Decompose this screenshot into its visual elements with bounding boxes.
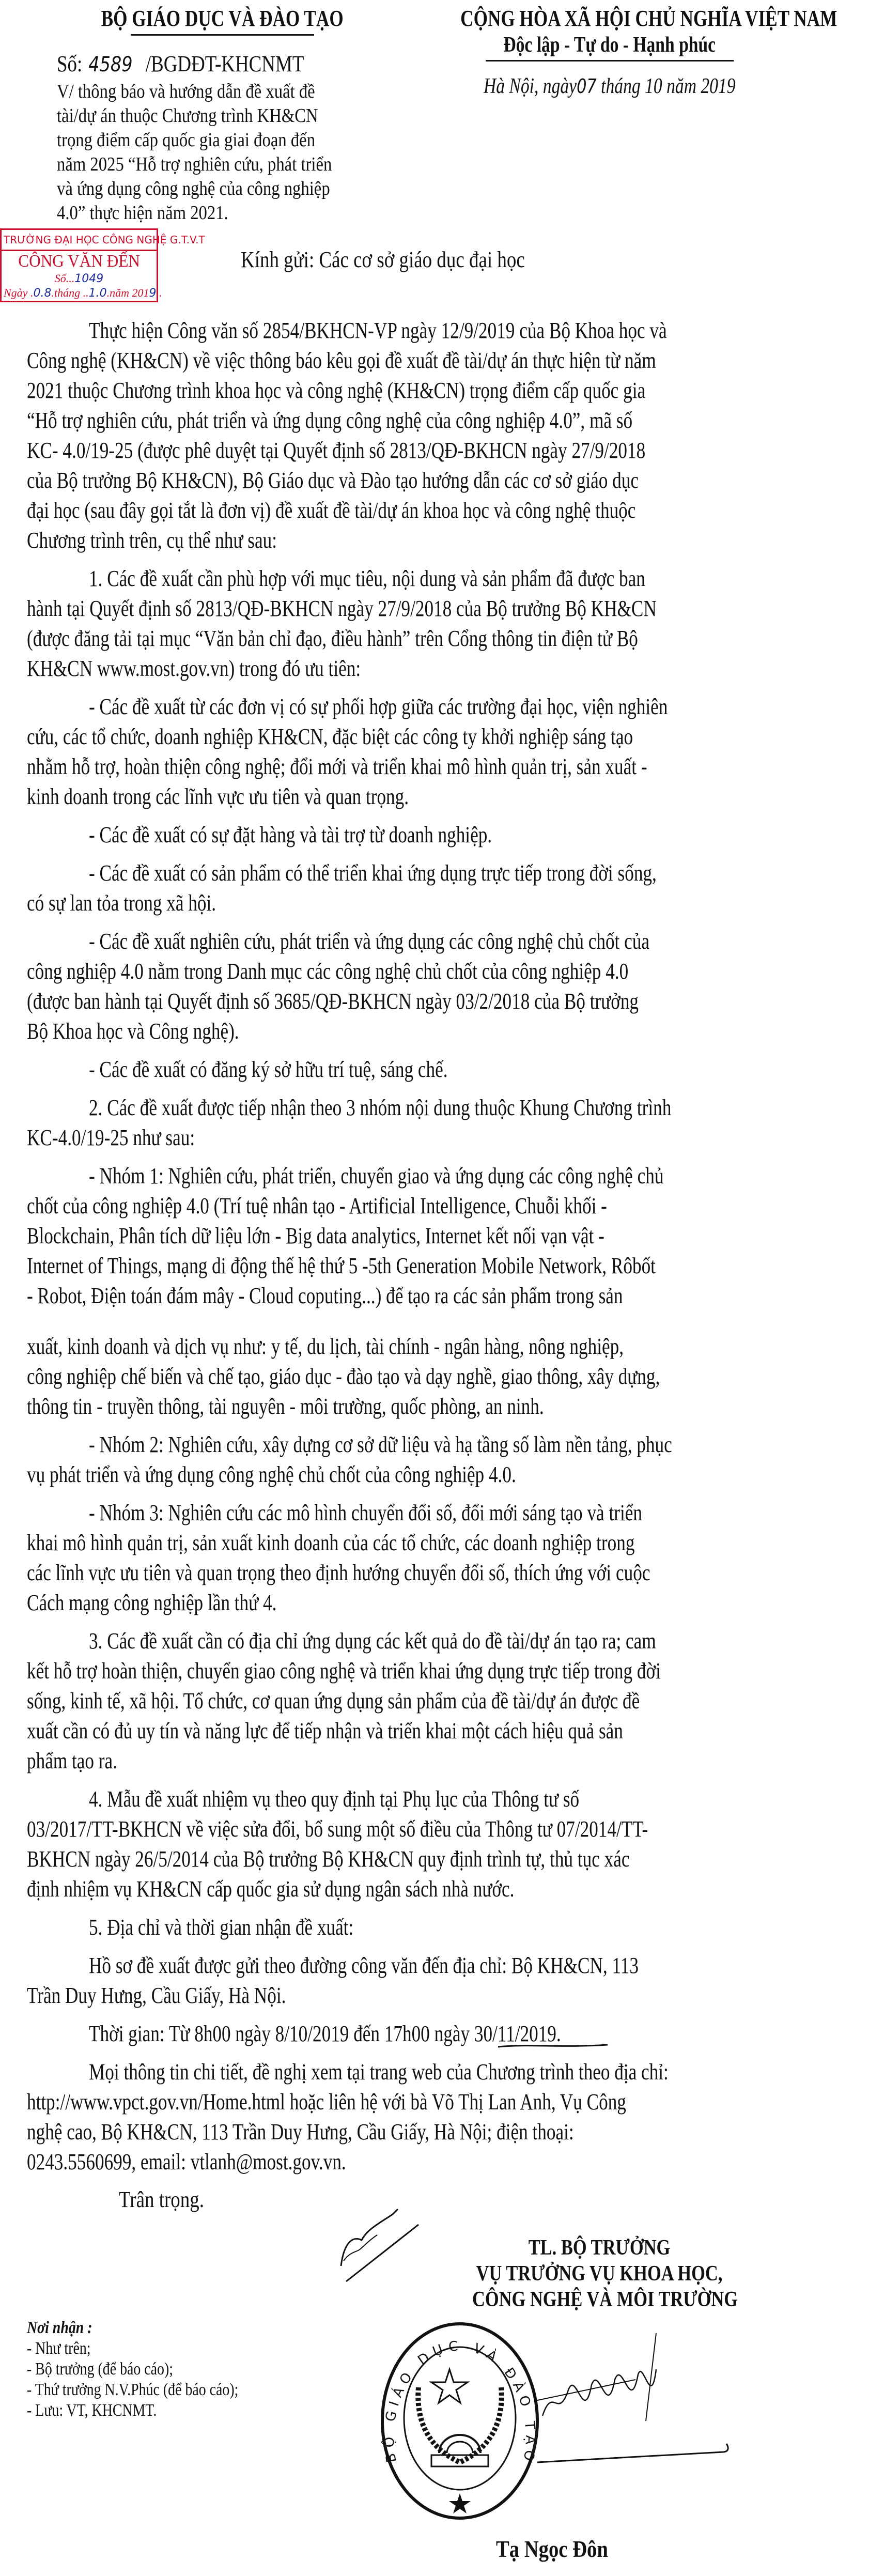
body-line: Thực hiện Công văn số 2854/BKHCN-VP ngày 12/9/2019 của Bộ Khoa học và <box>89 318 667 343</box>
body-line: 0243.5560699, email: vtlanh@most.gov.vn. <box>27 2149 346 2174</box>
place-date-prefix: Hà Nội, ngày <box>484 74 577 98</box>
body-paragraph <box>27 1626 771 1776</box>
recipients-heading: Nơi nhận : <box>27 2318 92 2337</box>
subject-line: 4.0” thực hiện năm 2021. <box>57 202 228 224</box>
stamp-date-tail: .. <box>156 286 162 299</box>
recipients-list <box>27 2318 285 2421</box>
signature-title <box>444 2235 754 2312</box>
body-line: Cách mạng công nghiệp lần thứ 4. <box>27 1590 277 1615</box>
body-line: http://www.vpct.gov.vn/Home.html hoặc liên hệ với bà Võ Thị Lan Anh, Vụ Công <box>27 2089 626 2115</box>
body-line: nghệ cao, Bộ KH&CN, 113 Trần Duy Hưng, Cầu Giấy, Hà Nội; điện thoại: <box>27 2119 574 2145</box>
stamp-handwritten-day: 0.8 <box>33 287 52 300</box>
closing-phrase: Trân trọng. <box>119 2187 204 2212</box>
body-line: có sự lan tỏa trong xã hội. <box>27 890 216 916</box>
stamp-number <box>2 272 157 286</box>
body-line: đại học (sau đây gọi tắt là đơn vị) đề xuất đề tài/dự án khoa học và công nghệ thuộc <box>27 498 636 523</box>
body-line: cứu, các tổ chức, doanh nghiệp KH&CN, đặc biệt các công ty khởi nghiệp sáng tạo <box>27 724 633 749</box>
body-line: KC- 4.0/19-25 (được phê duyệt tại Quyết định số 2813/QĐ-BKHCN ngày 27/9/2018 <box>27 438 646 463</box>
ministry-name: BỘ GIÁO DỤC VÀ ĐÀO TẠO <box>101 6 344 31</box>
body-line: 2021 thuộc Chương trình khoa học và công nghệ (KH&CN) trọng điểm cấp quốc gia <box>27 378 646 403</box>
closing-block <box>119 2185 827 2214</box>
body-line: xuất, kinh doanh và dịch vụ như: y tế, du lịch, tài chính - ngân hàng, nông nghiệp, <box>27 1334 624 1359</box>
recipient-item: - Như trên; <box>27 2339 91 2358</box>
body-line: (được đăng tải tại mục “Văn bản chỉ đạo, điều hành” trên Cổng thông tin điện tử Bộ <box>27 626 638 651</box>
body-line: BKHCN ngày 26/5/2014 của Bộ trưởng Bộ KH&CN quy định trình tự, thủ tục xác <box>27 1846 630 1872</box>
body-line: KH&CN www.most.gov.vn) trong đó ưu tiên: <box>27 656 361 681</box>
body-line: hành tại Quyết định số 2813/QĐ-BKHCN ngày 27/9/2018 của Bộ trưởng Bộ KH&CN <box>27 596 657 621</box>
stamp-handwritten-year: 9 <box>149 287 157 300</box>
subject-line: và ứng dụng công nghệ của công nghiệp <box>57 178 330 199</box>
body-line <box>27 1311 622 1332</box>
body-paragraph <box>27 1912 771 1942</box>
motto-underline <box>486 60 734 61</box>
subject-line: trọng điểm cấp quốc gia giai đoạn đến <box>57 129 316 151</box>
seal-ring-text: BỘ GIÁO DỤC VÀ ĐÀO TẠO <box>381 2338 538 2467</box>
signature-footer <box>0 2214 827 2576</box>
body-line: - Các đề xuất từ các đơn vị có sự phối hợp giữa các trường đại học, viện nghiên <box>89 694 668 719</box>
body-line: Blockchain, Phân tích dữ liệu lớn - Big data analytics, Internet kết nối vạn vật - <box>27 1223 604 1248</box>
body-line: xuất cần có đủ uy tín và năng lực để tiếp nhận và triển khai một cách hiệu quả sản <box>27 1718 623 1744</box>
official-seal <box>372 2318 548 2524</box>
body-paragraph <box>27 316 771 556</box>
body-paragraph <box>27 1430 771 1490</box>
signature-title-line: VỤ TRƯỞNG VỤ KHOA HỌC, <box>476 2262 723 2286</box>
subject-line: tài/dự án thuộc Chương trình KH&CN <box>57 105 318 127</box>
stamp-year-label: .năm 201 <box>106 286 149 299</box>
body-paragraph <box>27 1055 771 1085</box>
national-column <box>413 5 838 225</box>
body-line: 4. Mẫu đề xuất nhiệm vụ theo quy định tại Phụ lục của Thông tư số <box>89 1786 580 1812</box>
body-line: - Nhóm 1: Nghiên cứu, phát triển, chuyển giao và ứng dụng các công nghệ chủ <box>89 1163 664 1189</box>
body-paragraph <box>27 1093 771 1153</box>
handwritten-day: 07 <box>577 75 597 98</box>
body-line: Mọi thông tin chi tiết, đề nghị xem tại trang web của Chương trình theo địa chỉ: <box>89 2059 669 2085</box>
body-line: 03/2017/TT-BKHCN về việc sửa đổi, bổ sung một số điều của Thông tư 07/2014/TT- <box>27 1816 648 1842</box>
signature-title-line: TL. BỘ TRƯỞNG <box>528 2236 671 2260</box>
body-line: khai mô hình quản trị, sản xuất kinh doanh của các tổ chức, các doanh nghiệp trong <box>27 1530 635 1555</box>
national-motto: Độc lập - Tự do - Hạnh phúc <box>503 33 716 57</box>
doc-number-code: /BGDĐT-KHCNMT <box>145 51 304 76</box>
initials-signature <box>320 2204 424 2297</box>
national-title: CỘNG HÒA XÃ HỘI CHỦ NGHĨA VIỆT NAM <box>460 6 838 31</box>
body-line: “Hỗ trợ nghiên cứu, phát triển và ứng dụng công nghệ của công nghiệp 4.0”, mã số <box>27 408 633 433</box>
body-line: định nhiệm vụ KH&CN cấp quốc gia sử dụng ngân sách nhà nước. <box>27 1876 515 1902</box>
body-line: phẩm tạo ra. <box>27 1748 117 1773</box>
body-paragraph <box>27 1161 771 1422</box>
body-line: kinh doanh trong các lĩnh vực ưu tiên và quan trọng. <box>27 784 409 809</box>
stamp-month-label: .tháng .. <box>51 286 89 299</box>
body-paragraph <box>27 1951 771 2011</box>
stamp-number-label: Số... <box>54 272 75 285</box>
signer-name: Tạ Ngọc Đôn <box>496 2536 608 2562</box>
body-line: nhằm hỗ trợ, hoàn thiện công nghệ; đổi mới và triển khai mô hình quản trị, sản xuất - <box>27 754 647 779</box>
body-line: chốt của công nghiệp 4.0 (Trí tuệ nhân tạo - Artificial Intelligence, Chuỗi khối - <box>27 1193 607 1218</box>
body-paragraph <box>27 1784 771 1904</box>
body-line: công nghiệp 4.0 nằm trong Danh mục các công nghệ chủ chốt của công nghiệp 4.0 <box>27 959 629 984</box>
body-line: công nghiệp chế biến và chế tạo, giáo dục - đào tạo và dạy nghề, giao thông, xây dựng, <box>27 1364 660 1389</box>
body-paragraph <box>27 1498 771 1618</box>
ministry-underline <box>131 34 314 36</box>
body-line: kết hỗ trợ hoàn thiện, chuyển giao công nghệ và triển khai ứng dụng trực tiếp trong đời <box>27 1658 661 1684</box>
body-line: Bộ Khoa học và Công nghệ). <box>27 1019 239 1044</box>
body-line: Internet of Things, mạng di động thế hệ thứ 5 -5th Generation Mobile Network, Rôbốt <box>27 1253 656 1278</box>
body-line: - Các đề xuất có đăng ký sở hữu trí tuệ, sáng chế. <box>89 1057 448 1082</box>
salutation: Kính gửi: Các cơ sở giáo dục đại học <box>241 247 525 272</box>
document-number <box>57 50 387 79</box>
salutation-block <box>241 246 579 274</box>
body-line: - Các đề xuất nghiên cứu, phát triển và ứng dụng các công nghệ chủ chốt của <box>89 929 649 954</box>
stamp-title-block <box>2 251 157 272</box>
handwritten-signature <box>537 2333 754 2504</box>
recipient-item: - Lưu: VT, KHCNMT. <box>27 2401 157 2420</box>
body-line: Công nghệ (KH&CN) về việc thông báo kêu gọi đề xuất đề tài/dự án thực hiện từ năm <box>27 348 656 373</box>
stamp-and-salutation-row <box>0 228 827 302</box>
body-line: các lĩnh vực ưu tiên và quan trọng theo định hướng chuyển đổi số, thích ứng với cuộc <box>27 1560 650 1585</box>
body-paragraph <box>27 692 771 812</box>
body-line: - Nhóm 3: Nghiên cứu các mô hình chuyển đổi số, đổi mới sáng tạo và triển <box>89 1500 642 1525</box>
body-line: của Bộ trưởng Bộ KH&CN), Bộ Giáo dục và Đào tạo hướng dẫn các cơ sở giáo dục <box>27 468 639 493</box>
body-line: - Robot, Điện toán đám mây - Cloud coputing...) để tạo ra các sản phẩm trong sản <box>27 1283 623 1308</box>
issuer-column <box>57 5 387 225</box>
body-line: Chương trình trên, cụ thể như sau: <box>27 528 277 553</box>
body-line: KC-4.0/19-25 như sau: <box>27 1125 195 1150</box>
body-line: 1. Các đề xuất cần phù hợp với mục tiêu, nội dung và sản phẩm đã được ban <box>89 566 645 591</box>
stamp-title: CÔNG VĂN ĐẾN <box>18 252 140 271</box>
recipient-item: - Bộ trưởng (để báo cáo); <box>27 2359 174 2379</box>
signer-block <box>496 2535 629 2564</box>
body-line: 2. Các đề xuất được tiếp nhận theo 3 nhóm nội dung thuộc Khung Chương trình <box>89 1095 672 1120</box>
body-paragraph <box>27 2057 771 2177</box>
body-line: thông tin - truyền thông, tài nguyên - môi trường, quốc phòng, an ninh. <box>27 1394 544 1419</box>
body-line: vụ phát triển và ứng dụng công nghệ chủ chốt của công nghiệp 4.0. <box>27 1462 516 1487</box>
body-paragraph <box>27 564 771 684</box>
handwritten-doc-number: 4589 <box>88 53 133 76</box>
body-line: - Nhóm 2: Nghiên cứu, xây dựng cơ sở dữ liệu và hạ tầng số làm nền tảng, phục <box>89 1432 672 1457</box>
national-motto-block <box>413 32 806 58</box>
body-line: - Các đề xuất có sản phẩm có thể triển khai ứng dụng trực tiếp trong đời sống, <box>89 860 657 886</box>
doc-number-label: Số: <box>57 51 83 76</box>
subject-line: năm 2025 “Hỗ trợ nghiên cứu, phát triển <box>57 153 332 175</box>
signature-title-line: CÔNG NGHỆ VÀ MÔI TRƯỜNG <box>472 2288 738 2311</box>
stamp-organization: TRƯỜNG ĐẠI HỌC CÔNG NGHỆ G.T.V.T <box>2 230 157 251</box>
body-paragraph <box>27 2019 771 2049</box>
recipient-item: - Thứ trưởng N.V.Phúc (để báo cáo); <box>27 2380 239 2399</box>
place-date-suffix: tháng 10 năm 2019 <box>601 74 736 98</box>
document-header <box>0 0 838 225</box>
stamp-handwritten-number: 1049 <box>74 272 104 285</box>
stamp-date-label: Ngày . <box>4 286 34 299</box>
body-paragraph <box>27 858 771 918</box>
incoming-document-stamp <box>0 228 205 302</box>
body-line: Hồ sơ đề xuất được gửi theo đường công văn đến địa chỉ: Bộ KH&CN, 113 <box>89 1953 639 1978</box>
body-line: Thời gian: Từ 8h00 ngày 8/10/2019 đến 17h00 ngày 30/11/2019. <box>89 2021 561 2046</box>
ministry-block <box>57 5 387 32</box>
stamp-date <box>2 286 162 301</box>
national-title-block <box>413 5 838 32</box>
body-line: (được ban hành tại Quyết định số 3685/QĐ-BKHCN ngày 03/2/2018 của Bộ trưởng <box>27 989 639 1014</box>
body-line: 5. Địa chỉ và thời gian nhận đề xuất: <box>89 1915 354 1940</box>
body-line: sống, kinh tế, xã hội. Tổ chức, cơ quan ứng dụng sản phẩm của đề tài/dự án được đề <box>27 1688 640 1714</box>
body-paragraph <box>27 927 771 1046</box>
stamp-handwritten-month: 1.0 <box>88 287 107 300</box>
body-line: Trần Duy Hưng, Cầu Giấy, Hà Nội. <box>27 1983 286 2008</box>
subject-line: V/ thông báo và hướng dẫn đề xuất đề <box>57 81 315 102</box>
place-and-date <box>413 73 806 100</box>
body-line: - Các đề xuất có sự đặt hàng và tài trợ từ doanh nghiệp. <box>89 822 492 847</box>
document-subject <box>57 80 387 225</box>
document-body <box>27 316 771 2177</box>
body-paragraph <box>27 820 771 850</box>
body-line: 3. Các đề xuất cần có địa chỉ ứng dụng các kết quả do đề tài/dự án tạo ra; cam <box>89 1628 656 1654</box>
